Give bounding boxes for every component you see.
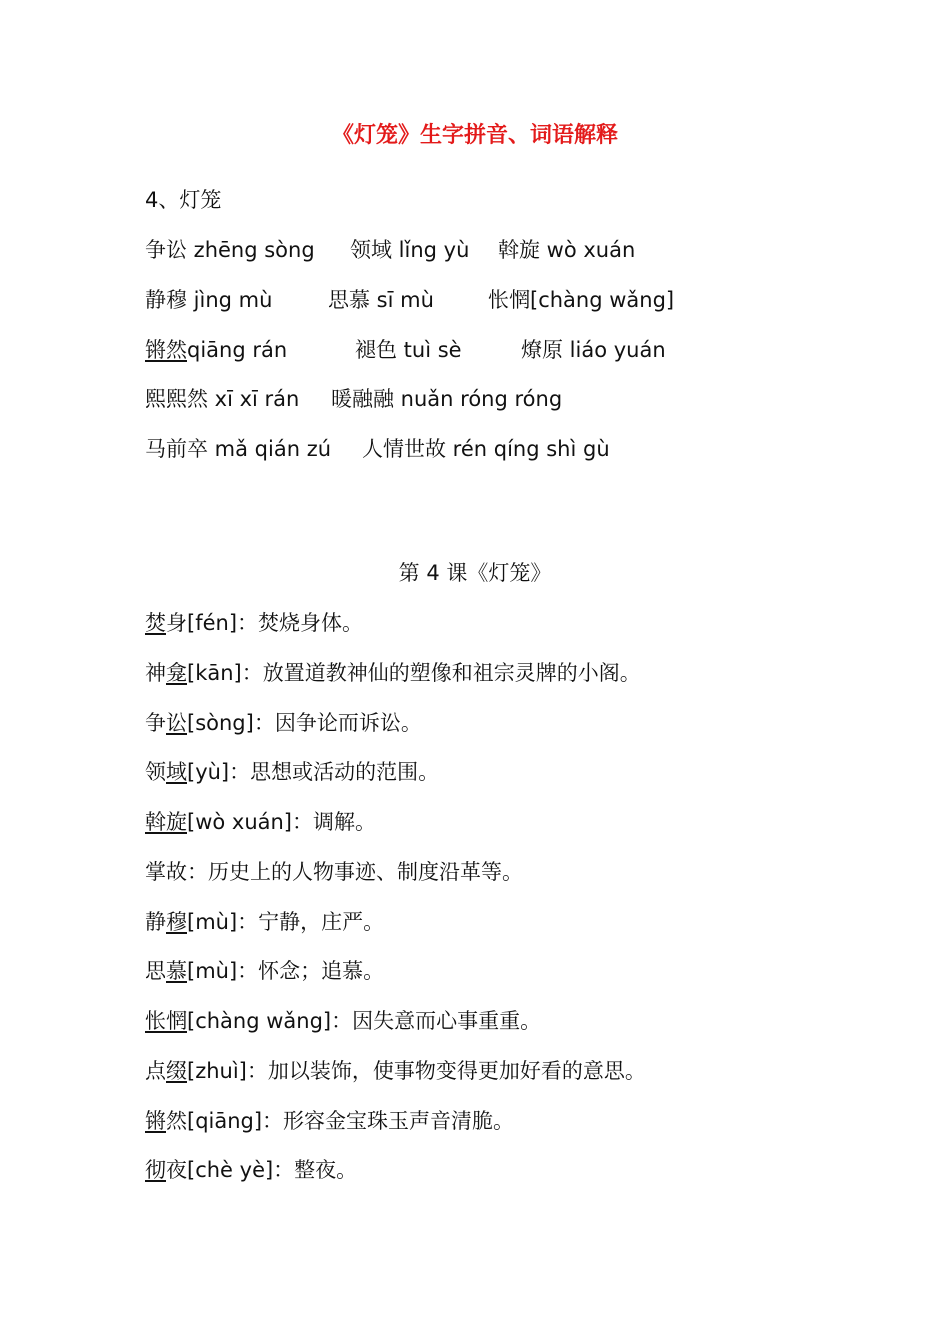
definition-line: 领域[yù]：思想或活动的范围。 <box>145 760 440 784</box>
vocab-underlined-word: 锵然 <box>145 338 187 362</box>
definition-line: 神龛[kān]：放置道教神仙的塑像和祖宗灵牌的小阁。 <box>145 661 641 685</box>
vocab-item: 静穆 jìng mù <box>145 288 273 312</box>
vocab-item: 怅惘[chàng wǎng] <box>488 288 675 312</box>
definition-line: 点缀[zhuì]：加以装饰，使事物变得更加好看的意思。 <box>145 1059 646 1083</box>
definition-line: 掌故：历史上的人物事迹、制度沿革等。 <box>145 860 523 884</box>
vocab-item: 思慕 sī mù <box>328 288 434 312</box>
vocab-item: 燎原 liáo yuán <box>521 338 666 362</box>
vocab-item: 熙熙然 xī xī rán <box>145 387 300 411</box>
definition-line: 争讼[sòng]：因争论而诉讼。 <box>145 711 422 735</box>
vocab-item <box>145 335 287 365</box>
definition-line: 怅惘[chàng wǎng]：因失意而心事重重。 <box>145 1009 542 1033</box>
vocab-item: 暖融融 nuǎn róng róng <box>331 387 563 411</box>
definition-line: 静穆[mù]：宁静，庄严。 <box>145 910 385 934</box>
vocab-item: 领域 lǐng yù <box>350 238 470 262</box>
lesson-heading: 第 4 课《灯笼》 <box>398 561 552 585</box>
definition-line: 彻夜[chè yè]：整夜。 <box>145 1158 358 1182</box>
definition-line: 锵然[qiāng]：形容金宝珠玉声音清脆。 <box>145 1109 515 1133</box>
definition-line: 思慕[mù]：怀念；追慕。 <box>145 959 385 983</box>
vocab-item: 争讼 zhēng sòng <box>145 238 315 262</box>
definition-line: 焚身[fén]：焚烧身体。 <box>145 611 364 635</box>
vocab-item: 斡旋 wò xuán <box>498 238 636 262</box>
section-heading: 4、灯笼 <box>145 188 222 212</box>
vocab-item: 褪色 tuì sè <box>355 338 462 362</box>
definition-line: 斡旋[wò xuán]：调解。 <box>145 810 376 834</box>
vocab-item: 马前卒 mǎ qián zú <box>145 437 332 461</box>
vocab-item: 人情世故 rén qíng shì gù <box>362 437 610 461</box>
page-title: 《灯笼》生字拼音、词语解释 <box>331 123 618 148</box>
vocab-pinyin: qiāng rán <box>187 338 288 362</box>
